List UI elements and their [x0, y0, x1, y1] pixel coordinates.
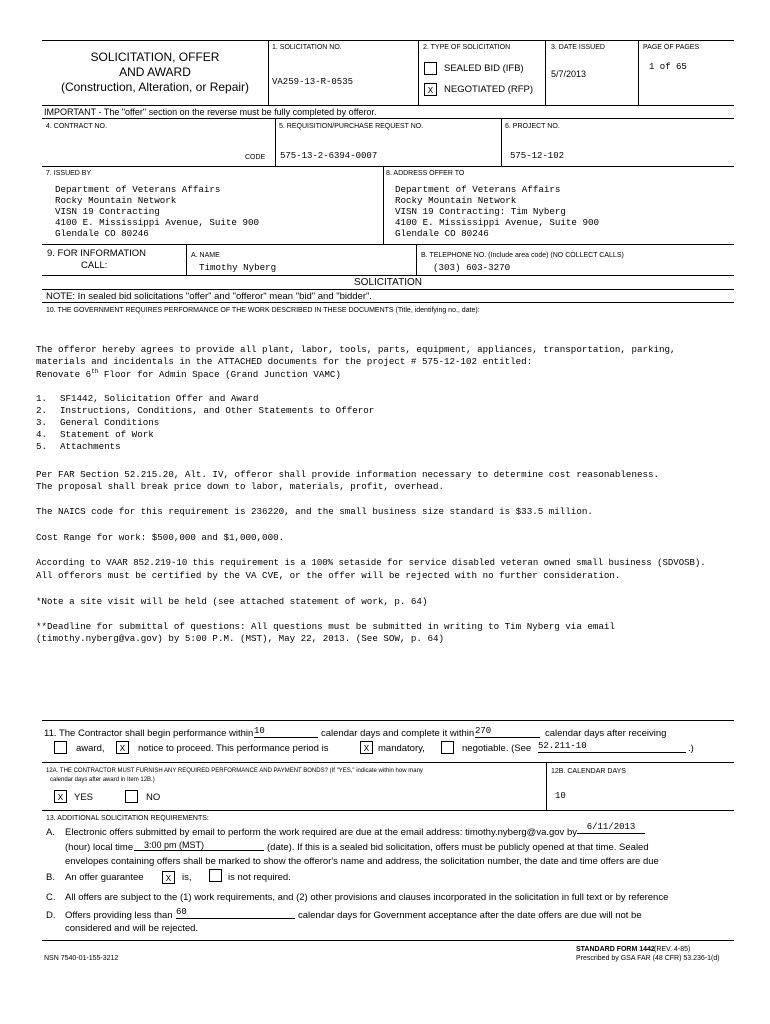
bonds-no-checkbox[interactable] [125, 790, 138, 803]
bonds-label: calendar days after award in Item 12B.) [50, 777, 155, 783]
mandatory-label: mandatory, [378, 743, 425, 754]
row-border [42, 275, 734, 276]
page-of-pages-label: PAGE OF PAGES [643, 44, 700, 51]
calendar-days-value[interactable]: 10 [555, 791, 566, 801]
intro-line-title [36, 368, 341, 380]
negotiable-label: negotiable. (See [462, 743, 532, 754]
complete-days-field[interactable]: 270 [475, 726, 540, 738]
project-no-label: 6. PROJECT NO. [505, 123, 560, 130]
sealed-bid-label: SEALED BID (IFB) [444, 63, 524, 74]
standard-form-number: STANDARD FORM 1442 [576, 946, 655, 953]
divider [275, 118, 276, 166]
due-hour-field[interactable]: 3:00 pm (MST) [134, 840, 264, 851]
list-item-number: 5. [36, 441, 48, 452]
title-suffix: Floor for Admin Space (Grand Junction VAMC) [98, 369, 341, 381]
divider [186, 244, 187, 275]
solicitation-heading: SOLICITATION [354, 277, 422, 288]
divider [268, 40, 269, 105]
performance-text: calendar days after receiving [545, 728, 667, 739]
intro-line: The offeror hereby agrees to provide all plant, labor, tools, parts, equipment, appliances, transportation, parking, [36, 344, 676, 355]
electronic-offers-text: Electronic offers submitted by email to perform the work required are due at the email address: timothy.nyberg@va.gov by [65, 827, 577, 838]
list-item: SF1442, Solicitation Offer and Award [60, 393, 259, 404]
acceptance-period-text: calendar days for Government acceptance after the date offers are due will not be [298, 910, 642, 921]
info-call-label-line1: 9. FOR INFORMATION [47, 248, 147, 259]
item-letter: D. [46, 910, 56, 921]
row-border [42, 720, 734, 721]
address-offer-line: 4100 E. Mississippi Avenue, Suite 900 [395, 217, 599, 228]
acceptance-days-field[interactable]: 60 [176, 907, 295, 919]
requisition-no-value[interactable]: 575-13-2-6394-0007 [280, 151, 378, 161]
address-offer-line: Department of Veterans Affairs [395, 184, 561, 195]
award-checkbox[interactable] [54, 741, 67, 754]
far-line: Per FAR Section 52.215.20, Alt. IV, offeror shall provide information necessary to determine cost reasonableness. [36, 469, 660, 480]
list-item: General Conditions [60, 417, 160, 428]
title-prefix: Renovate 6 [36, 369, 92, 381]
additional-requirements-label: 13. ADDITIONAL SOLICITATION REQUIREMENTS: [46, 815, 209, 822]
solicitation-no-label: 1. SOLICITATION NO. [272, 44, 342, 51]
mandatory-checkbox[interactable]: X [360, 741, 373, 754]
guarantee-is-checkbox[interactable]: X [162, 871, 175, 884]
bonds-yes-checkbox[interactable]: X [54, 790, 67, 803]
page-of-pages-value[interactable]: 1 of 65 [649, 62, 687, 72]
solicitation-no-value[interactable]: VA259-13-R-0535 [272, 77, 354, 87]
info-phone-label: B. TELEPHONE NO. (Include area code) (NO COLLECT CALLS) [421, 252, 624, 259]
form-revision: (REV. 4-85) [654, 946, 691, 953]
divider [546, 762, 547, 810]
address-offer-line: Glendale CO 80246 [395, 228, 489, 239]
bonds-no-label: NO [146, 792, 161, 803]
type-of-solicitation-label: 2. TYPE OF SOLICITATION [423, 44, 511, 51]
negotiated-label: NEGOTIATED (RFP) [444, 84, 534, 95]
divider [638, 40, 639, 105]
see-clause-field[interactable]: 52.211-10 [538, 741, 686, 753]
list-item: Statement of Work [60, 429, 154, 440]
item-letter: B. [46, 872, 55, 883]
row-border [42, 302, 734, 303]
notice-to-proceed-checkbox[interactable]: X [116, 741, 129, 754]
negotiated-checkbox[interactable]: X [424, 83, 437, 96]
intro-line: materials and incidentals in the ATTACHED documents for the project # 575-12-102 entitled: [36, 356, 533, 367]
calendar-days-label: 12B. CALENDAR DAYS [551, 768, 626, 775]
project-no-value[interactable]: 575-12-102 [510, 151, 565, 161]
top-border [42, 40, 734, 41]
row-border [42, 810, 734, 811]
form-title-line2: AND AWARD [119, 65, 191, 79]
vaar-line: All offerors must be certified by the VA CVE, or the offer will be rejected with no further consideration. [36, 570, 621, 581]
address-offer-label: 8. ADDRESS OFFER TO [386, 170, 465, 177]
deadline-line: (timothy.nyberg@va.gov) by 5:00 P.M. (MST), May 22, 2013. (See SOW, p. 64) [36, 633, 444, 644]
contract-no-label: 4. CONTRACT NO. [46, 123, 107, 130]
issued-by-line: Glendale CO 80246 [55, 228, 149, 239]
local-time-label: (hour) local time [65, 842, 134, 853]
guarantee-is-not-checkbox[interactable] [209, 869, 222, 882]
form-title-line1: SOLICITATION, OFFER [90, 50, 220, 64]
begin-days-field[interactable]: 10 [254, 726, 318, 738]
bonds-yes-label: YES [74, 792, 94, 803]
divider [501, 118, 502, 166]
notice-to-proceed-label: notice to proceed. This performance period is [138, 743, 329, 754]
site-visit-note: *Note a site visit will be held (see attached statement of work, p. 64) [36, 596, 428, 607]
list-item-number: 4. [36, 429, 48, 440]
issued-by-line: VISN 19 Contracting [55, 206, 160, 217]
electronic-offers-text: envelopes containing offers shall be marked to show the offeror's name and address, the solicitation number, the date and time offers are due [65, 856, 659, 867]
prescribed-by: Prescribed by GSA FAR (48 CFR) 53.236-1(d) [576, 955, 720, 962]
issued-by-line: Rocky Mountain Network [55, 195, 177, 206]
due-date-field[interactable]: 6/11/2013 [577, 822, 645, 834]
naics-line: The NAICS code for this requirement is 236220, and the small business size standard is $33.5 million. [36, 506, 593, 517]
important-note: IMPORTANT - The "offer" section on the reverse must be fully completed by offeror. [44, 107, 377, 117]
acceptance-period-text: Offers providing less than [65, 910, 173, 921]
offers-subject-text: All offers are subject to the (1) work requirements, and (2) other provisions and clauses incorporated in the solicitation in full text or by reference [65, 892, 669, 903]
divider [418, 40, 419, 105]
performance-text: calendar days and complete it within [321, 728, 475, 739]
offer-guarantee-label: An offer guarantee [65, 872, 144, 883]
form-title-line3: (Construction, Alteration, or Repair) [60, 80, 250, 94]
title-superscript: th [91, 368, 99, 375]
list-item: Attachments [60, 441, 121, 452]
divider [383, 166, 384, 244]
list-item-number: 2. [36, 405, 48, 416]
performance-text: 11. The Contractor shall begin performance within [44, 728, 254, 739]
award-label: award, [76, 743, 105, 754]
list-item-number: 3. [36, 417, 48, 428]
see-clause-close: .) [688, 743, 694, 754]
sealed-bid-checkbox[interactable] [424, 62, 437, 75]
footer-border [42, 940, 734, 941]
date-issued-label: 3. DATE ISSUED [551, 44, 605, 51]
header-bottom-border [42, 105, 734, 106]
issued-by-label: 7. ISSUED BY [46, 170, 92, 177]
info-name-value[interactable]: Timothy Nyberg [199, 262, 277, 273]
list-item-number: 1. [36, 393, 48, 404]
address-offer-line: Rocky Mountain Network [395, 195, 517, 206]
info-phone-value[interactable]: (303) 603-3270 [433, 262, 511, 273]
date-issued-value[interactable]: 5/7/2013 [551, 69, 587, 79]
row-border [42, 244, 734, 245]
nsn-number: NSN 7540-01-155-3212 [44, 955, 119, 962]
negotiable-checkbox[interactable] [441, 741, 454, 754]
row-border [42, 166, 734, 167]
address-offer-line: VISN 19 Contracting: Tim Nyberg [395, 206, 566, 217]
issued-by-line: Department of Veterans Affairs [55, 184, 221, 195]
item-letter: A. [46, 827, 55, 838]
deadline-line: **Deadline for submittal of questions: All questions must be submitted in writing to Tim Nyberg via email [36, 621, 615, 632]
divider [416, 244, 417, 275]
code-label: CODE [245, 154, 266, 161]
divider [545, 40, 546, 105]
item-letter: C. [46, 892, 56, 903]
electronic-offers-text: (date). If this is a sealed bid solicitation, offers must be publicly opened at that time. Sealed [267, 842, 649, 853]
requisition-no-label: 5. REQUISITION/PURCHASE REQUEST NO. [279, 123, 424, 130]
guarantee-is-not-label: is not required. [228, 872, 291, 883]
work-description-label: 10. THE GOVERNMENT REQUIRES PERFORMANCE OF THE WORK DESCRIBED IN THESE DOCUMENTS (Title, identifying no., date): [46, 307, 480, 314]
info-name-label: A. NAME [191, 252, 220, 259]
list-item: Instructions, Conditions, and Other Statements to Offeror [60, 405, 375, 416]
acceptance-period-text: considered and will be rejected. [65, 923, 199, 934]
row-border [42, 289, 734, 290]
row-border [42, 762, 734, 763]
bonds-label: 12A. THE CONTRACTOR MUST FURNISH ANY REQUIRED PERFORMANCE AND PAYMENT BONDS? (If "YES," indicate within how many [46, 768, 423, 774]
vaar-line: According to VAAR 852.219-10 this requirement is a 100% setaside for service disabled veteran owned small business (SDVOSB). [36, 558, 706, 568]
cost-range-line: Cost Range for work: $500,000 and $1,000,000. [36, 532, 285, 543]
info-call-label-line2: CALL: [81, 260, 108, 271]
row-border [42, 118, 734, 119]
sealed-bid-note: NOTE: In sealed bid solicitations "offer" and "offeror" mean "bid" and "bidder". [46, 291, 373, 302]
far-line: The proposal shall break price down to labor, materials, profit, overhead. [36, 481, 444, 492]
guarantee-is-label: is, [182, 872, 192, 883]
issued-by-line: 4100 E. Mississippi Avenue, Suite 900 [55, 217, 259, 228]
